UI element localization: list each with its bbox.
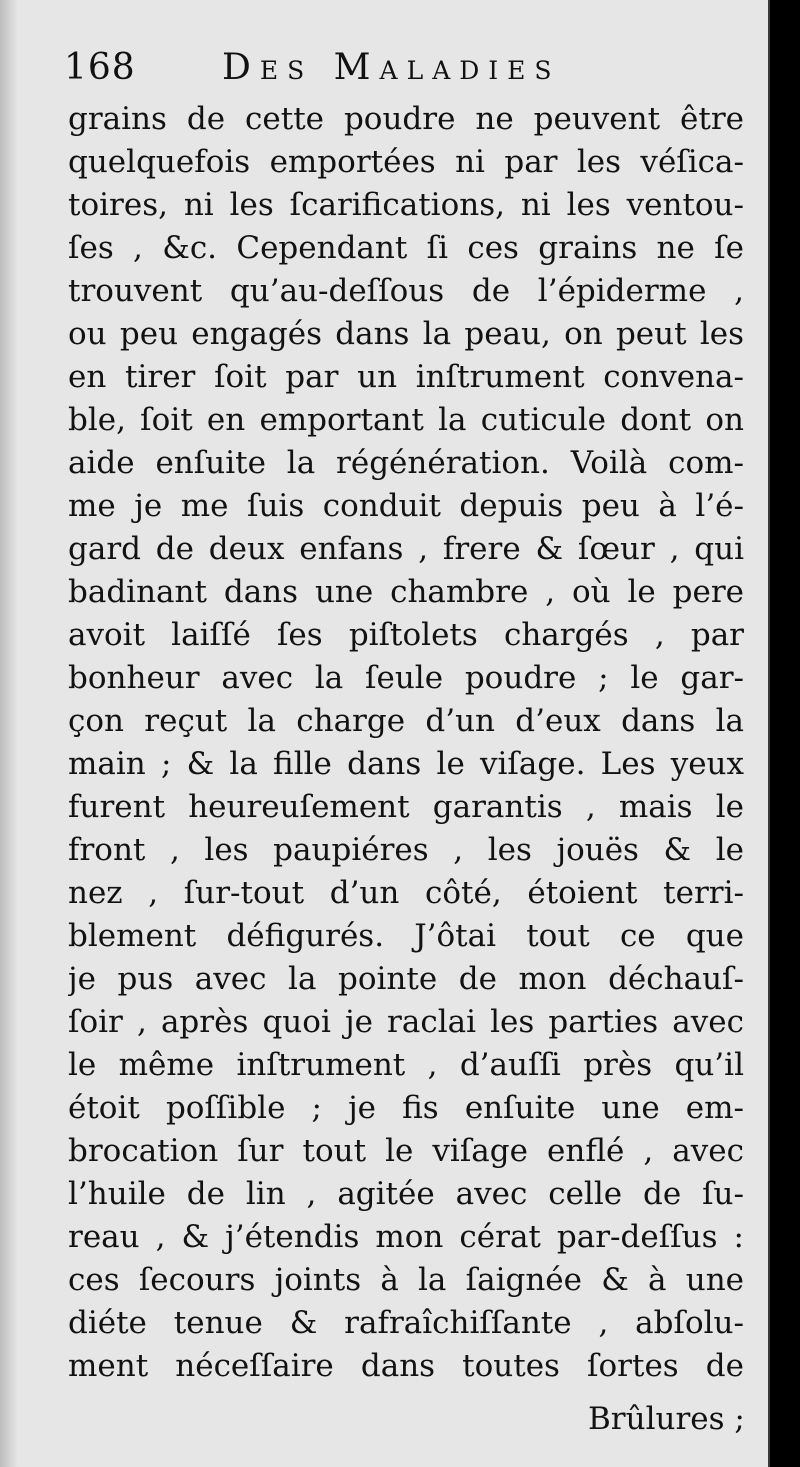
text-line: bonheur avec la ſeule poudre ; le gar- — [68, 660, 744, 696]
text-line: aide enſuite la régénération. Voilà com- — [68, 445, 744, 481]
text-line: reau , & j’étendis mon cérat par-deſſus : — [68, 1219, 744, 1255]
text-line: trouvent qu’au-deſſous de l’épiderme , — [68, 273, 744, 309]
text-line: je pus avec la pointe de mon déchauſ- — [68, 961, 744, 997]
text-line: ble, ſoit en emportant la cuticule dont on — [68, 402, 744, 438]
text-line: ou peu engagés dans la peau, on peut les — [68, 316, 744, 352]
text-line: toires, ni les ſcarifications, ni les ventou- — [68, 187, 744, 223]
text-line: furent heureuſement garantis , mais le — [68, 789, 744, 825]
text-line: brocation ſur tout le viſage enflé , avec — [68, 1133, 744, 1169]
running-title: Des Maladies — [222, 47, 561, 88]
text-line: badinant dans une chambre , où le pere — [68, 574, 744, 610]
text-line: nez , ſur-tout d’un côté, étoient terri- — [68, 875, 744, 911]
text-line: l’huile de lin , agitée avec celle de ſu- — [68, 1176, 744, 1212]
text-line: blement défigurés. J’ôtai tout ce que — [68, 918, 744, 954]
text-line: ſes , &c. Cependant ſi ces grains ne ſe — [68, 230, 744, 266]
page-number: 168 — [64, 47, 136, 88]
page-gutter-shadow — [0, 0, 18, 1467]
catchword: Brûlures ; — [588, 1401, 745, 1437]
text-line: main ; & la fille dans le viſage. Les yeux — [68, 746, 744, 782]
text-line: ſoir , après quoi je raclai les parties avec — [68, 1004, 744, 1040]
text-line: gard de deux enfans , frere & ſœur , qui — [68, 531, 744, 567]
text-line: le même inſtrument , d’auſſi près qu’il — [68, 1047, 744, 1083]
text-line: diéte tenue & rafraîchiſſante , abſolu- — [68, 1305, 744, 1341]
text-line: front , les paupiéres , les jouës & le — [68, 832, 744, 868]
text-line: en tirer ſoit par un inſtrument convena- — [68, 359, 744, 395]
body-text — [68, 98, 744, 1388]
text-line: étoit poſſible ; je fis enſuite une em- — [68, 1090, 744, 1126]
text-line: grains de cette poudre ne peuvent être — [68, 101, 744, 137]
text-line: quelquefois emportées ni par les véſica- — [68, 144, 744, 180]
text-line: ment néceſſaire dans toutes ſortes de — [68, 1348, 744, 1384]
text-line: avoit laiſſé ſes piſtolets chargés , par — [68, 617, 744, 653]
running-head — [64, 46, 744, 90]
text-line: çon reçut la charge d’un d’eux dans la — [68, 703, 744, 739]
text-line: me je me ſuis conduit depuis peu à l’é- — [68, 488, 744, 524]
text-line: ces ſecours joints à la ſaignée & à une — [68, 1262, 744, 1298]
